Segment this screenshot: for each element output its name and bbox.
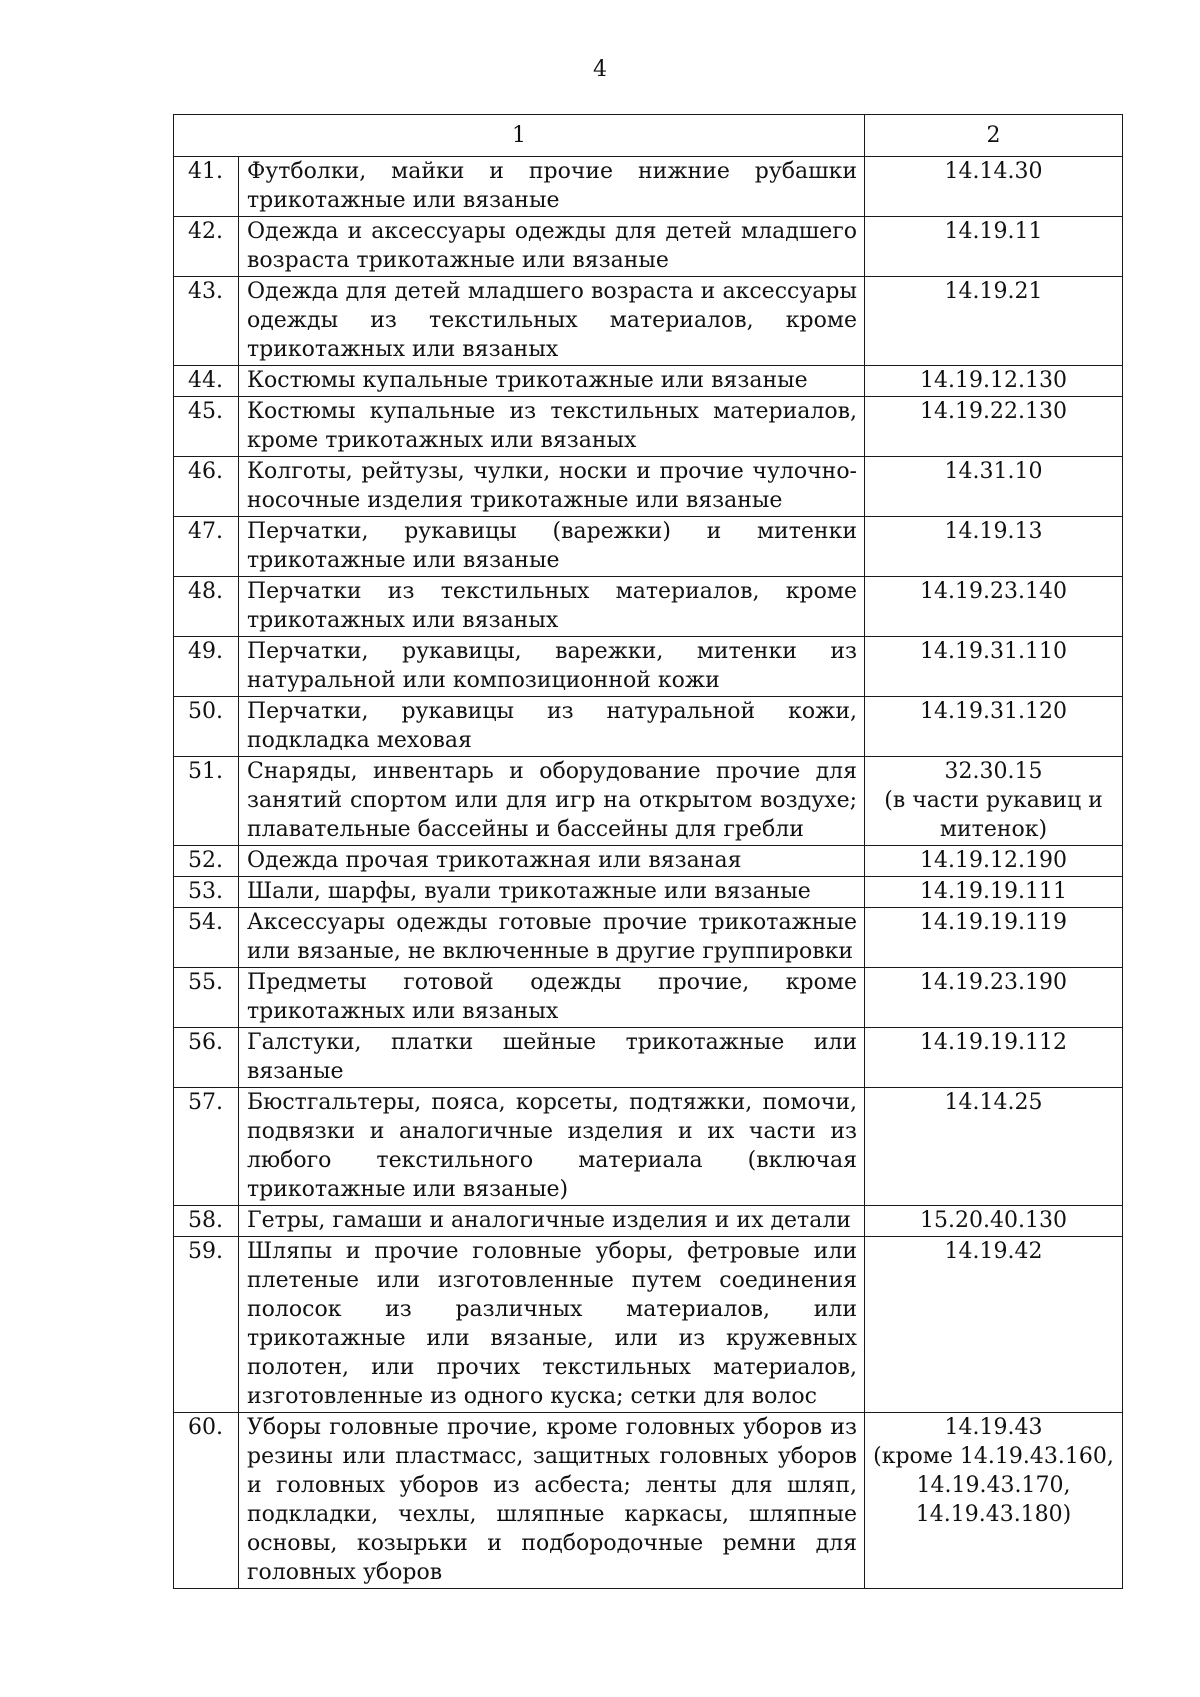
- classification-code: [865, 1206, 1123, 1237]
- table-row: [174, 697, 1123, 757]
- classification-code: [865, 397, 1123, 457]
- table-row: [174, 517, 1123, 577]
- row-number: 51.: [174, 757, 239, 846]
- table-row: [174, 457, 1123, 517]
- table-row: [174, 968, 1123, 1028]
- table-row: [174, 366, 1123, 397]
- code-line: 14.14.25: [944, 1090, 1043, 1115]
- table-row: [174, 217, 1123, 277]
- table-row: [174, 1088, 1123, 1206]
- item-name: Шали, шарфы, вуали трикотажные или вязаные: [239, 877, 865, 908]
- item-name: Перчатки, рукавицы, варежки, митенки из натуральной или композиционной кожи: [239, 637, 865, 697]
- item-name: Перчатки, рукавицы (варежки) и митенки трикотажные или вязаные: [239, 517, 865, 577]
- row-number: 45.: [174, 397, 239, 457]
- code-line: 14.19.42: [944, 1239, 1043, 1264]
- item-name: Одежда прочая трикотажная или вязаная: [239, 846, 865, 877]
- row-number: 48.: [174, 577, 239, 637]
- row-number: 52.: [174, 846, 239, 877]
- classification-code: [865, 366, 1123, 397]
- item-name: Уборы головные прочие, кроме головных уборов из резины или пластмасс, защитных головных уборов и головных уборов из асбеста; ленты для шляп, подкладки, чехлы, шляпные каркасы, шляпные основы, козырьки и подбородочные ремни для головных уборов: [239, 1413, 865, 1589]
- classification-code: [865, 908, 1123, 968]
- classification-code: [865, 457, 1123, 517]
- item-name: Одежда и аксессуары одежды для детей младшего возраста трикотажные или вязаные: [239, 217, 865, 277]
- code-line: 14.19.12.190: [920, 848, 1067, 873]
- code-line: 14.14.30: [944, 159, 1043, 184]
- item-name: Галстуки, платки шейные трикотажные или вязаные: [239, 1028, 865, 1088]
- code-line: 14.19.22.130: [920, 399, 1067, 424]
- item-name: Перчатки из текстильных материалов, кроме трикотажных или вязаных: [239, 577, 865, 637]
- item-name: Костюмы купальные трикотажные или вязаные: [239, 366, 865, 397]
- code-line: 15.20.40.130: [920, 1208, 1067, 1233]
- row-number: 59.: [174, 1237, 239, 1413]
- code-line: 32.30.15: [944, 759, 1043, 784]
- item-name: Футболки, майки и прочие нижние рубашки трикотажные или вязаные: [239, 157, 865, 217]
- classification-code: [865, 757, 1123, 846]
- item-name: Предметы готовой одежды прочие, кроме трикотажных или вязаных: [239, 968, 865, 1028]
- classification-code: [865, 697, 1123, 757]
- classification-code: [865, 1028, 1123, 1088]
- code-line: 14.31.10: [944, 459, 1043, 484]
- row-number: 55.: [174, 968, 239, 1028]
- classification-code: [865, 157, 1123, 217]
- classification-code: [865, 637, 1123, 697]
- row-number: 57.: [174, 1088, 239, 1206]
- code-line: 14.19.21: [944, 279, 1043, 304]
- table-row: [174, 877, 1123, 908]
- item-name: Костюмы купальные из текстильных материалов, кроме трикотажных или вязаных: [239, 397, 865, 457]
- item-name: Бюстгальтеры, пояса, корсеты, подтяжки, помочи, подвязки и аналогичные изделия и их части из любого текстильного материала (включая трикотажные или вязаные): [239, 1088, 865, 1206]
- item-name: Колготы, рейтузы, чулки, носки и прочие чулочно-носочные изделия трикотажные или вязаные: [239, 457, 865, 517]
- row-number: 60.: [174, 1413, 239, 1589]
- row-number: 56.: [174, 1028, 239, 1088]
- code-line: (кроме 14.19.43.160,: [873, 1444, 1114, 1469]
- table-row: [174, 577, 1123, 637]
- row-number: 54.: [174, 908, 239, 968]
- code-line: 14.19.19.112: [920, 1030, 1067, 1055]
- code-line: 14.19.31.120: [920, 699, 1067, 724]
- item-name: Гетры, гамаши и аналогичные изделия и их детали: [239, 1206, 865, 1237]
- classification-code: [865, 1237, 1123, 1413]
- code-line: 14.19.19.111: [920, 879, 1067, 904]
- classification-code: [865, 877, 1123, 908]
- item-name: Аксессуары одежды готовые прочие трикотажные или вязаные, не включенные в другие группировки: [239, 908, 865, 968]
- row-number: 44.: [174, 366, 239, 397]
- classification-code: [865, 1413, 1123, 1589]
- code-line: (в части рукавиц и: [884, 788, 1103, 813]
- code-line: 14.19.19.119: [920, 910, 1067, 935]
- row-number: 43.: [174, 277, 239, 366]
- table-row: [174, 757, 1123, 846]
- classification-code: [865, 517, 1123, 577]
- row-number: 46.: [174, 457, 239, 517]
- code-line: 14.19.43.170,: [916, 1473, 1071, 1498]
- table-body: [174, 157, 1123, 1589]
- item-name: Перчатки, рукавицы из натуральной кожи, подкладка меховая: [239, 697, 865, 757]
- classification-code: [865, 968, 1123, 1028]
- code-line: 14.19.13: [944, 519, 1043, 544]
- column-header-2: 2: [865, 115, 1123, 157]
- table-row: [174, 397, 1123, 457]
- classification-code: [865, 1088, 1123, 1206]
- code-line: 14.19.31.110: [920, 639, 1067, 664]
- code-line: 14.19.43.180): [915, 1502, 1072, 1527]
- classification-table: [173, 114, 1123, 1589]
- classification-code: [865, 217, 1123, 277]
- classification-code: [865, 277, 1123, 366]
- row-number: 58.: [174, 1206, 239, 1237]
- code-line: 14.19.43: [944, 1415, 1043, 1440]
- table-row: [174, 637, 1123, 697]
- table-row: [174, 908, 1123, 968]
- row-number: 41.: [174, 157, 239, 217]
- row-number: 50.: [174, 697, 239, 757]
- page-number: 4: [593, 57, 607, 82]
- table-row: [174, 1413, 1123, 1589]
- table-row: [174, 157, 1123, 217]
- table-row: [174, 1028, 1123, 1088]
- classification-code: [865, 846, 1123, 877]
- code-line: 14.19.23.190: [920, 970, 1067, 995]
- column-header-1: 1: [174, 115, 865, 157]
- table-row: [174, 846, 1123, 877]
- row-number: 42.: [174, 217, 239, 277]
- item-name: Шляпы и прочие головные уборы, фетровые или плетеные или изготовленные путем соединения полосок из различных материалов, или трикотажные или вязаные, или из кружевных полотен, или прочих текстильных материалов, изготовленные из одного куска; сетки для волос: [239, 1237, 865, 1413]
- item-name: Снаряды, инвентарь и оборудование прочие для занятий спортом или для игр на открытом воздухе; плавательные бассейны и бассейны для гребли: [239, 757, 865, 846]
- table-row: [174, 1206, 1123, 1237]
- code-line: митенок): [939, 817, 1048, 842]
- table-header-row: [174, 115, 1123, 157]
- table-row: [174, 277, 1123, 366]
- row-number: 49.: [174, 637, 239, 697]
- table-row: [174, 1237, 1123, 1413]
- classification-code: [865, 577, 1123, 637]
- code-line: 14.19.11: [944, 219, 1043, 244]
- row-number: 47.: [174, 517, 239, 577]
- code-line: 14.19.23.140: [920, 579, 1067, 604]
- code-line: 14.19.12.130: [920, 368, 1067, 393]
- row-number: 53.: [174, 877, 239, 908]
- item-name: Одежда для детей младшего возраста и аксессуары одежды из текстильных материалов, кроме трикотажных или вязаных: [239, 277, 865, 366]
